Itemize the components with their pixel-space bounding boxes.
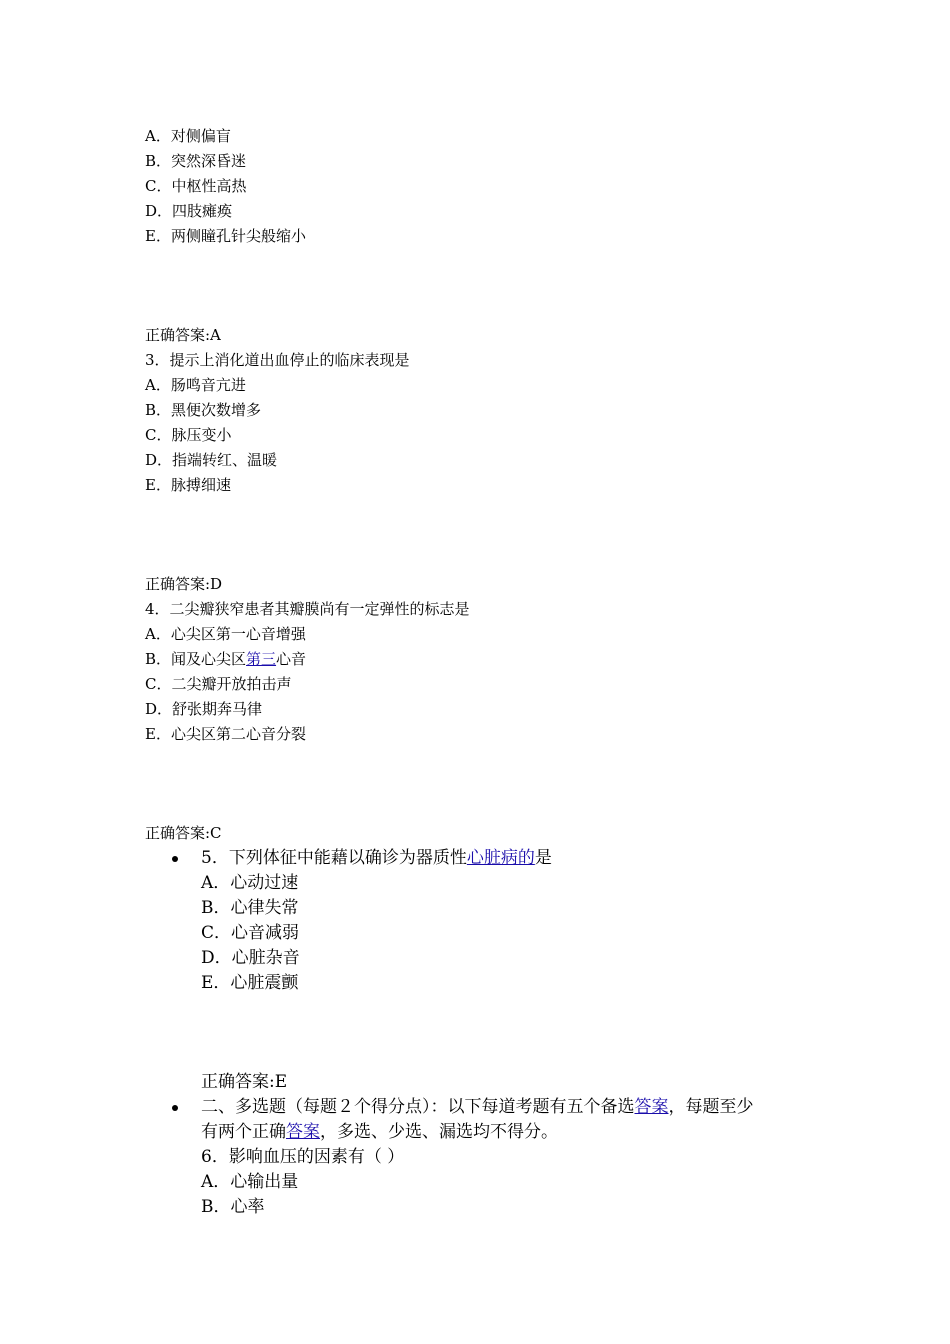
q2-option-b: B．突然深昏迷 (145, 152, 247, 170)
section2-heading-text-mid: ，每题至少 (668, 1097, 754, 1117)
q5-option-e: E．心脏震颤 (201, 973, 299, 993)
q3-question: 3．提示上消化道出血停止的临床表现是 (145, 351, 410, 369)
q4-option-b-text: B．闻及心尖区 (145, 650, 247, 668)
section2-heading-line2-text-end: ，多选、少选、漏选均不得分。 (320, 1122, 558, 1142)
q3-option-d: D．指端转红、温暖 (145, 451, 278, 469)
q6-option-b: B．心率 (201, 1197, 265, 1217)
section2-answer-link-2[interactable]: 答案 (286, 1122, 320, 1142)
q5-question-text: 5．下列体征中能藉以确诊为器质性 (201, 848, 467, 868)
section2-heading-line2 (201, 1120, 558, 1144)
q5-option-b: B．心律失常 (201, 898, 299, 918)
q6-question: 6．影响血压的因素有（ ） (201, 1147, 405, 1167)
q6-option-a: A．心输出量 (201, 1172, 299, 1192)
q4-option-e: E．心尖区第二心音分裂 (145, 725, 306, 743)
q5-question-link[interactable]: 心脏病的 (466, 848, 535, 868)
q4-option-b (145, 648, 306, 670)
q2-answer: 正确答案:A (145, 326, 221, 344)
q3-option-c: C．脉压变小 (145, 426, 232, 444)
q4-option-b-link[interactable]: 第三 (246, 650, 277, 668)
q5-option-c: C．心音减弱 (201, 923, 300, 943)
q5-option-a: A．心动过速 (201, 873, 299, 893)
q3-option-e: E．脉搏细速 (145, 476, 231, 494)
q4-option-a: A．心尖区第一心音增强 (145, 625, 306, 643)
q5-question-text-end: 是 (534, 848, 552, 868)
q4-option-d: D．舒张期奔马律 (145, 700, 263, 718)
section2-heading-line1 (201, 1095, 754, 1119)
section2-bullet-icon (172, 1105, 178, 1111)
q5-bullet-icon (172, 856, 178, 862)
q4-option-c: C．二尖瓣开放拍击声 (145, 675, 292, 693)
q3-option-a: A．肠鸣音亢进 (145, 376, 246, 394)
q3-option-b: B．黑便次数增多 (145, 401, 262, 419)
q4-answer: 正确答案:C (145, 824, 222, 842)
q2-option-a: A．对侧偏盲 (145, 127, 231, 145)
q2-option-e: E．两侧瞳孔针尖般缩小 (145, 227, 306, 245)
q3-answer: 正确答案:D (145, 575, 223, 593)
q5-answer: 正确答案:E (201, 1072, 288, 1092)
q4-option-b-text-end: 心音 (276, 650, 307, 668)
section2-answer-link-1[interactable]: 答案 (634, 1097, 669, 1117)
q2-option-d: D．四肢瘫痪 (145, 202, 233, 220)
q4-question: 4．二尖瓣狭窄患者其瓣膜尚有一定弹性的标志是 (145, 600, 470, 618)
section2-heading-line2-text: 有两个正确 (201, 1122, 286, 1142)
section2-heading-text: 二、多选题（每题２个得分点）：以下每道考题有五个备选 (201, 1097, 635, 1117)
q2-option-c: C．中枢性高热 (145, 177, 247, 195)
q5-option-d: D．心脏杂音 (201, 948, 300, 968)
q5-question (201, 846, 552, 870)
